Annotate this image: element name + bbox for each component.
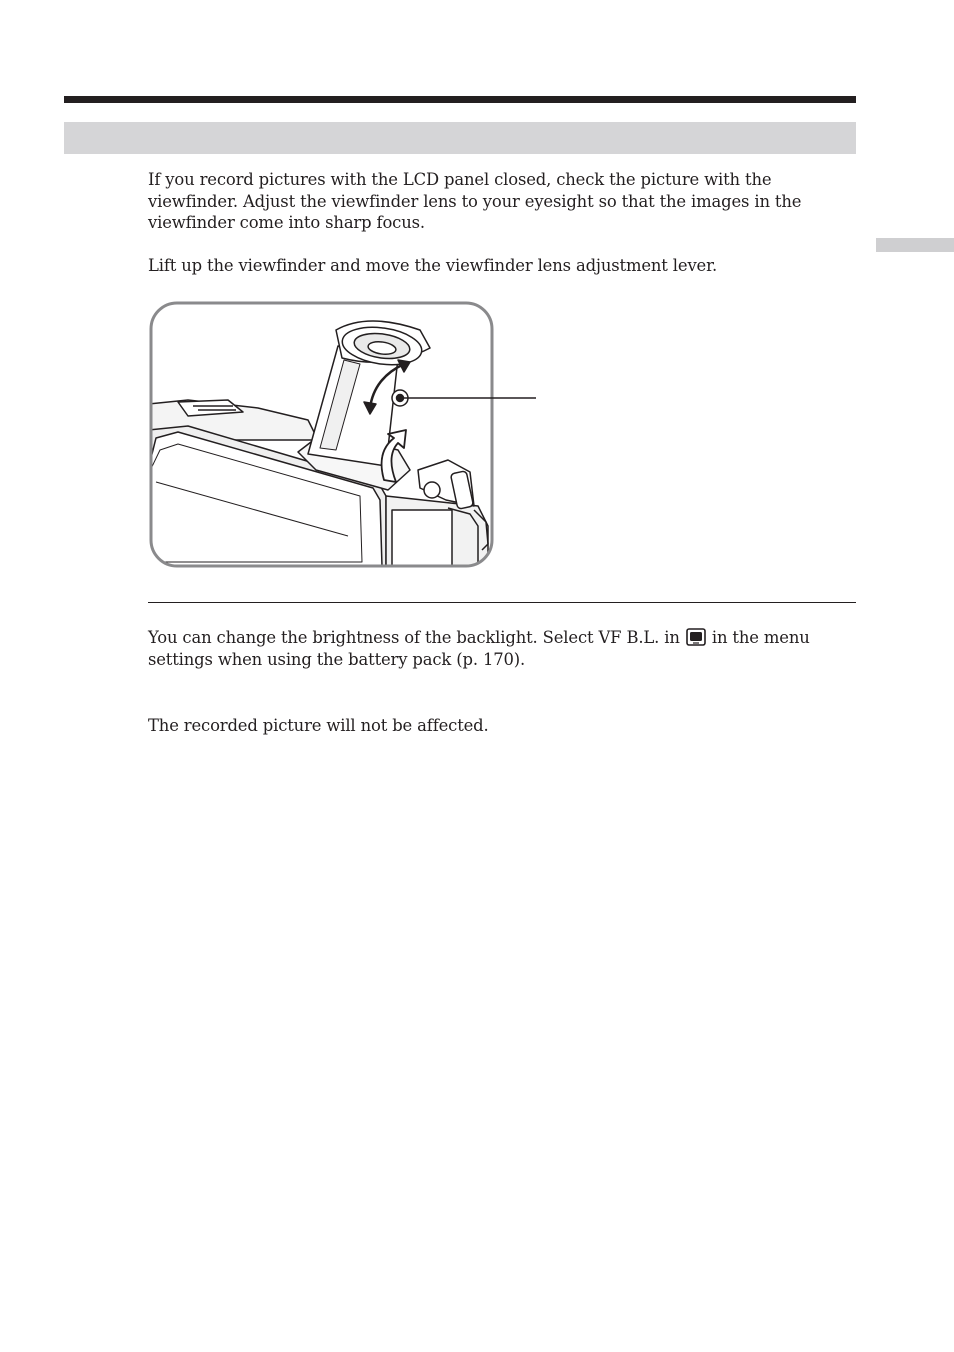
instruction-paragraph: Lift up the viewfinder and move the viewfinder lens adjustment lever. [148, 256, 718, 275]
tv-setup-menu-icon [686, 628, 706, 646]
intro-paragraph: If you record pictures with the LCD panel closed, check the picture with the viewfinder. Adjust the viewfinder lens to your eyesight so that the images in the viewfinder come into sharp focus. [148, 170, 802, 232]
section-heading-band [64, 122, 856, 154]
camcorder-viewfinder-illustration [148, 300, 548, 570]
backlight-paragraph [148, 627, 860, 670]
chapter-side-tab [876, 238, 954, 252]
section-divider [148, 602, 856, 603]
note-paragraph: The recorded picture will not be affected. [148, 716, 489, 735]
backlight-text-after: in the menu settings when using the battery pack (p. 170). [148, 628, 810, 669]
backlight-text-before: You can change the brightness of the backlight. Select VF B.L. in [148, 628, 680, 647]
top-rule [64, 96, 856, 103]
